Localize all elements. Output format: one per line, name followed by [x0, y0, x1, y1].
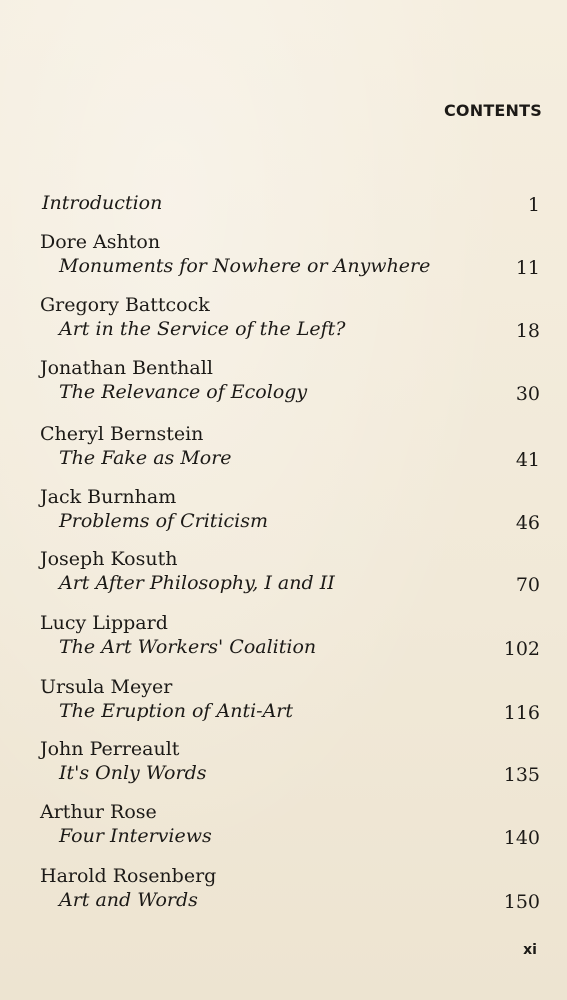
entry-title: Art in the Service of the Left?: [59, 318, 346, 340]
entry-author: Cheryl Bernstein: [40, 423, 204, 445]
toc-entry: [40, 612, 540, 672]
entry-author: John Perreault: [40, 738, 180, 760]
toc-entry: [40, 357, 540, 417]
entry-author: Jonathan Benthall: [40, 357, 213, 379]
entry-page: 46: [515, 512, 540, 534]
entry-page: 18: [515, 320, 540, 342]
entry-page: 11: [515, 257, 540, 279]
toc-entry: [40, 865, 540, 925]
entry-page: 102: [503, 638, 540, 660]
entry-page: 135: [503, 764, 540, 786]
toc-introduction: [42, 192, 540, 218]
introduction-title: Introduction: [42, 192, 163, 214]
entry-page: 116: [503, 702, 540, 724]
entry-author: Dore Ashton: [40, 231, 161, 253]
entry-author: Joseph Kosuth: [40, 548, 178, 570]
entry-title: The Art Workers' Coalition: [59, 636, 317, 658]
toc-entry: [40, 423, 540, 483]
entry-title: Problems of Criticism: [59, 510, 268, 532]
entry-title: Art and Words: [59, 889, 198, 911]
entry-page: 41: [515, 449, 540, 471]
toc-entry: [40, 548, 540, 608]
toc-entry: [40, 231, 540, 291]
entry-page: 150: [503, 891, 540, 913]
entry-author: Harold Rosenberg: [40, 865, 217, 887]
entry-title: Four Interviews: [59, 825, 212, 847]
entry-author: Gregory Battcock: [40, 294, 210, 316]
entry-title: Art After Philosophy, I and II: [59, 572, 335, 594]
entry-title: The Eruption of Anti-Art: [59, 700, 294, 722]
entry-title: The Fake as More: [59, 447, 232, 469]
entry-author: Jack Burnham: [40, 486, 177, 508]
entry-author: Arthur Rose: [40, 801, 157, 823]
entry-page: 70: [515, 574, 540, 596]
toc-entry: [40, 486, 540, 546]
contents-heading: CONTENTS: [443, 101, 542, 120]
toc-entry: [40, 801, 540, 861]
toc-entry: [40, 294, 540, 354]
entry-page: 30: [515, 383, 540, 405]
entry-author: Ursula Meyer: [40, 676, 173, 698]
toc-entry: [40, 738, 540, 798]
toc-entry: [40, 676, 540, 736]
page-folio: xi: [523, 942, 537, 958]
entry-title: Monuments for Nowhere or Anywhere: [59, 255, 431, 277]
entry-title: It's Only Words: [59, 762, 207, 784]
entry-author: Lucy Lippard: [40, 612, 168, 634]
introduction-page: 1: [527, 194, 540, 216]
entry-page: 140: [503, 827, 540, 849]
entry-title: The Relevance of Ecology: [59, 381, 308, 403]
